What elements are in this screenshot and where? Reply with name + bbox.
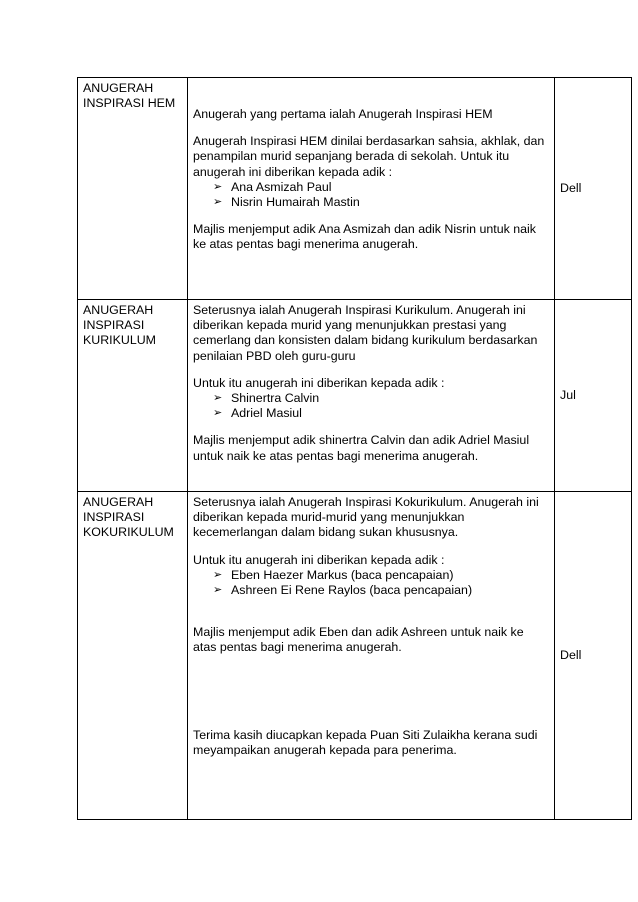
- award-content: [188, 300, 555, 492]
- table-row: [78, 300, 632, 492]
- arrow-bullet-icon: ➢: [213, 584, 223, 597]
- list-item: [213, 180, 549, 195]
- award-category: ANUGERAH INSPIRASI KOKURIKULUM: [78, 492, 188, 820]
- award-description: Anugerah Inspirasi HEM dinilai berdasarkan sahsia, akhlak, dan penampilan murid sepanjang berada di sekolah. Untuk itu anugerah ini diberikan kepada adik :: [193, 134, 545, 179]
- recipient-name: Adriel Masiul: [231, 406, 302, 421]
- list-item: [213, 195, 549, 210]
- recipient-name: Ashreen Ei Rene Raylos (baca pencapaian): [231, 583, 473, 598]
- award-content: [188, 78, 555, 300]
- award-given-to: Untuk itu anugerah ini diberikan kepada adik :: [193, 552, 445, 567]
- list-item: [213, 391, 549, 406]
- award-content: [188, 492, 555, 820]
- award-thanks: Terima kasih diucapkan kepada Puan Siti Zulaikha kerana sudi meyampaikan anugerah kepada para penerima.: [193, 727, 538, 757]
- award-invitation: Majlis menjemput adik Eben dan adik Ashreen untuk naik ke atas pentas bagi menerima anugerah.: [193, 625, 524, 655]
- arrow-bullet-icon: ➢: [213, 568, 223, 581]
- recipient-name: Ana Asmizah Paul: [231, 179, 332, 194]
- award-script-table: [77, 77, 632, 820]
- table-row: [78, 492, 632, 820]
- recipient-list: [193, 568, 549, 598]
- award-invitation: Majlis menjemput adik Ana Asmizah dan adik Nisrin untuk naik ke atas pentas bagi menerima anugerah.: [193, 222, 536, 252]
- award-intro: Anugerah yang pertama ialah Anugerah Inspirasi HEM: [193, 107, 493, 121]
- award-category: ANUGERAH INSPIRASI KURIKULUM: [78, 300, 188, 492]
- arrow-bullet-icon: ➢: [213, 180, 223, 193]
- table-row: [78, 78, 632, 300]
- award-invitation: Majlis menjemput adik shinertra Calvin dan adik Adriel Masiul untuk naik ke atas pentas bagi menerima anugerah.: [193, 433, 530, 463]
- list-item: [213, 406, 549, 421]
- arrow-bullet-icon: ➢: [213, 196, 223, 209]
- award-description: Seterusnya ialah Anugerah Inspirasi Kokurikulum. Anugerah ini diberikan kepada murid-murid yang menunjukkan kecemerlangan dalam bidang sukan khususnya.: [193, 495, 539, 540]
- presenter-cell: Jul: [555, 300, 632, 492]
- recipient-name: Shinertra Calvin: [231, 391, 320, 406]
- arrow-bullet-icon: ➢: [213, 407, 223, 420]
- recipient-list: [193, 391, 549, 421]
- arrow-bullet-icon: ➢: [213, 392, 223, 405]
- award-description: Seterusnya ialah Anugerah Inspirasi Kurikulum. Anugerah ini diberikan kepada murid yang menunjukkan prestasi yang cemerlang dan konsisten dalam bidang kurikulum berdasarkan penilaian PBD oleh guru-guru: [193, 303, 538, 363]
- recipient-name: Nisrin Humairah Mastin: [231, 195, 360, 210]
- recipient-list: [193, 180, 549, 210]
- presenter-cell: Dell: [555, 492, 632, 820]
- award-category: ANUGERAH INSPIRASI HEM: [78, 78, 188, 300]
- presenter-cell: Dell: [555, 78, 632, 300]
- recipient-name: Eben Haezer Markus (baca pencapaian): [231, 567, 454, 582]
- list-item: [213, 568, 549, 583]
- award-given-to: Untuk itu anugerah ini diberikan kepada adik :: [193, 375, 445, 390]
- list-item: [213, 583, 549, 598]
